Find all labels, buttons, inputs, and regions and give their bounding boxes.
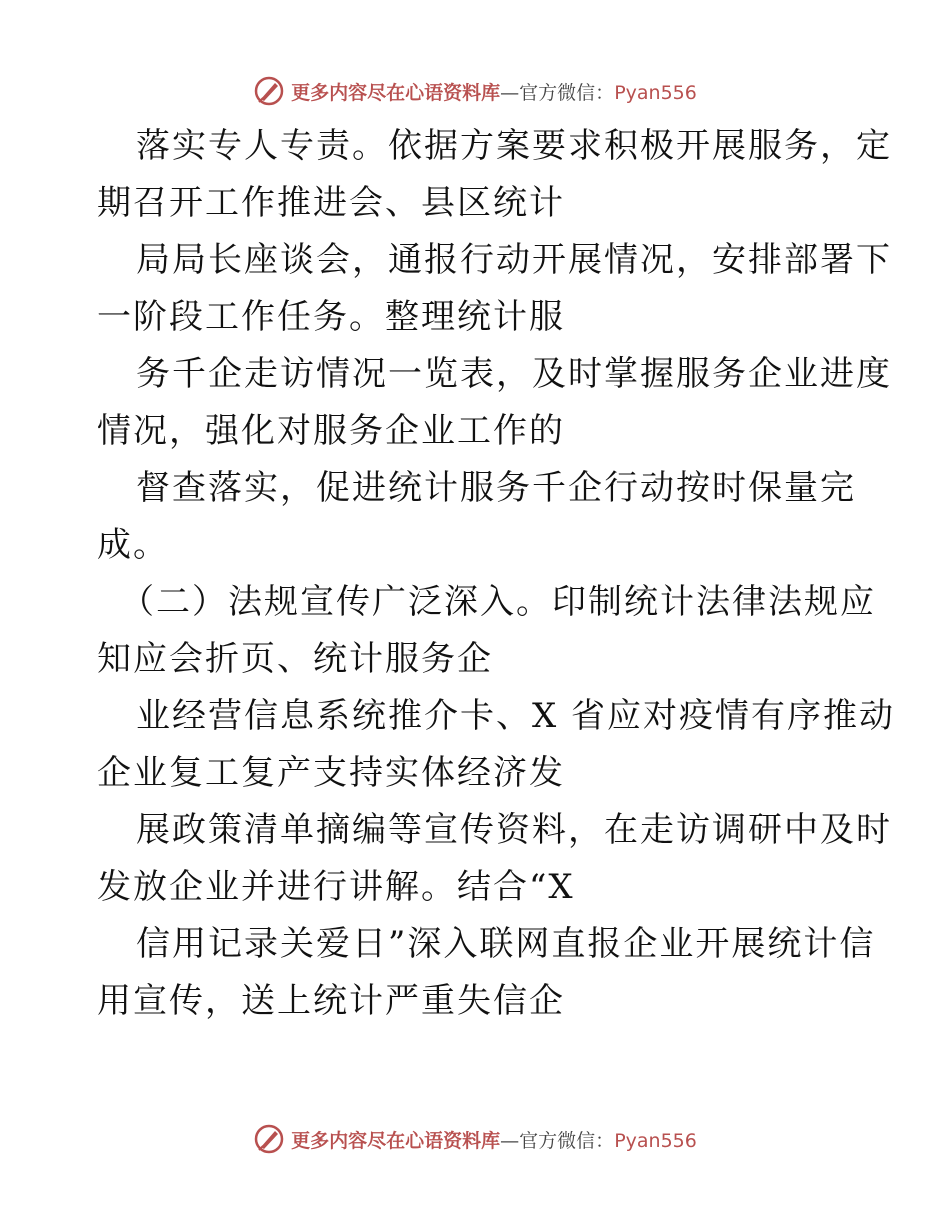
header-wechat-label: 官方微信：: [519, 81, 615, 104]
quill-pen-logo-icon: [253, 1123, 285, 1155]
footer-text: [291, 1126, 697, 1153]
body-line: 成。: [97, 525, 169, 565]
body-line: 情况，强化对服务企业工作的: [97, 411, 565, 451]
body-line: 业经营信息系统推介卡、X 省应对疫情有序推动: [136, 696, 896, 736]
body-line: 企业复工复产支持实体经济发: [97, 753, 565, 793]
footer-wechat-id: Pyan556: [614, 1129, 697, 1152]
body-line: 期召开工作推进会、县区统计: [97, 183, 565, 223]
body-line: 知应会折页、统计服务企: [97, 639, 493, 679]
header-brand: 更多内容尽在心语资料库: [291, 81, 501, 104]
header-wechat-id: Pyan556: [614, 81, 697, 104]
body-line: 落实专人专责。依据方案要求积极开展服务，定: [136, 126, 892, 166]
body-line: 信用记录关爱日”深入联网直报企业开展统计信: [136, 924, 876, 964]
quill-pen-logo-icon: [253, 75, 285, 107]
body-line: 发放企业并进行讲解。结合“X: [97, 867, 575, 907]
footer-wechat-label: 官方微信：: [519, 1129, 615, 1152]
footer-brand: 更多内容尽在心语资料库: [291, 1129, 501, 1152]
body-line: （二）法规宣传广泛深入。印制统计法律法规应: [120, 582, 876, 622]
footer-banner: [0, 1119, 950, 1159]
header-separator: —: [500, 81, 520, 104]
body-line: 展政策清单摘编等宣传资料，在走访调研中及时: [136, 810, 892, 850]
body-line: 用宣传，送上统计严重失信企: [97, 981, 565, 1021]
header-text: [291, 78, 697, 105]
header-banner: [0, 71, 950, 111]
body-line: 一阶段工作任务。整理统计服: [97, 297, 565, 337]
body-line: 督查落实，促进统计服务千企行动按时保量完: [136, 468, 856, 508]
footer-separator: —: [500, 1129, 520, 1152]
body-line: 务千企走访情况一览表，及时掌握服务企业进度: [136, 354, 892, 394]
body-line: 局局长座谈会，通报行动开展情况，安排部署下: [136, 240, 892, 280]
